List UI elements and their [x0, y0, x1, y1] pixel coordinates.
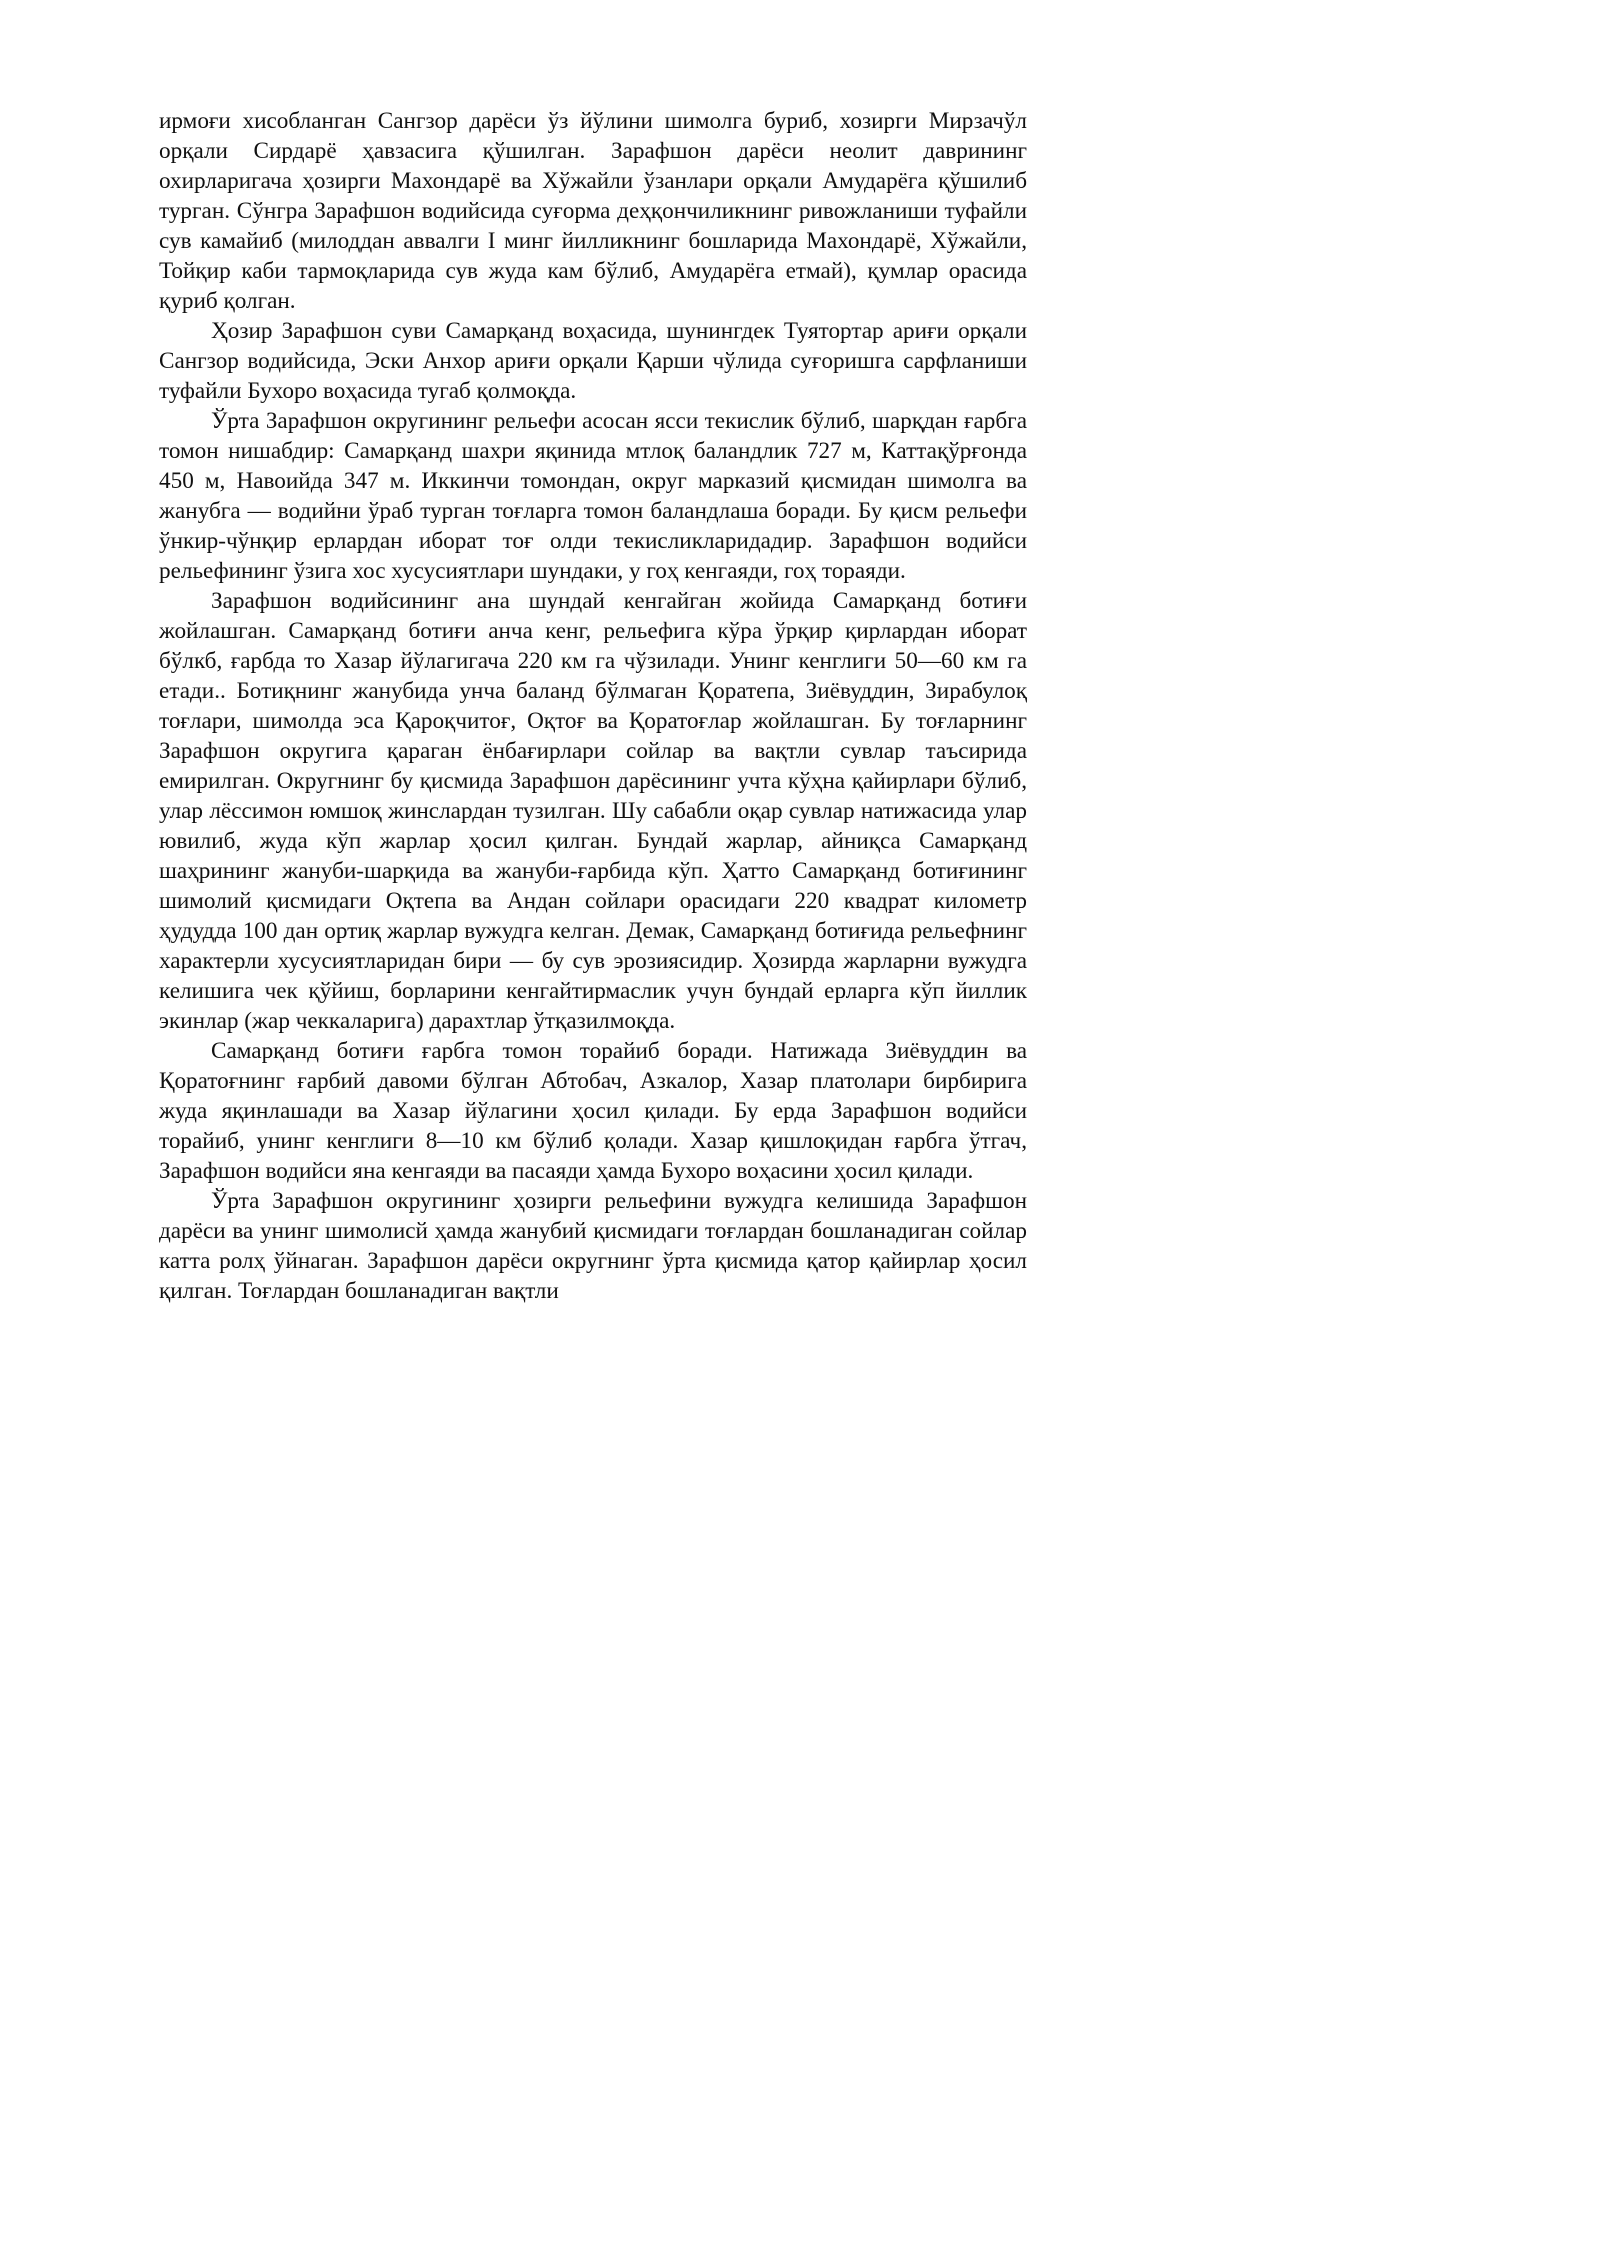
paragraph: Ўрта Зарафшон округининг рельефи асосан ясси текислик бўлиб, шарқдан ғарбга томон нишабдир: Самарқанд шахри яқинида мтлоқ баландлик 727 м, Каттақўрғонда 450 м, Навоийда 347 м. Иккинчи томондан, округ марказий қисмидан шимолга ва жанубга — водийни ўраб турган тоғларга томон баландлаша боради. Бу қисм рельефи ўнкир-чўнқир ерлардан иборат тоғ олди текисликларидадир. Зарафшон водийси рельефининг ўзига хос хусусиятлари шундаки, у гоҳ кенгаяди, гоҳ тораяди. [159, 408, 1027, 584]
document-page [0, 0, 1100, 1555]
paragraph: Ҳозир Зарафшон суви Самарқанд воҳасида, шунингдек Туятортар ариғи орқали Сангзор водийсида, Эски Анхор ариғи орқали Қарши чўлида суғоришга сарфланиши туфайли Бухоро воҳасида тугаб қолмоқда. [159, 318, 1027, 404]
body-text [159, 106, 1027, 1306]
paragraph: Ўрта Зарафшон округининг ҳозирги рельефини вужудга келишида Зарафшон дарёси ва унинг шимолисй ҳамда жанубий қисмидаги тоғлардан бошланадиган сойлар катта ролҳ ўйнаган. Зарафшон дарёси округнинг ўрта қисмида қатор қайирлар ҳосил қилган. Тоғлардан бошланадиган вақтли [159, 1188, 1027, 1304]
paragraph: Зарафшон водийсининг ана шундай кенгайган жойида Самарқанд ботиғи жойлашган. Самарқанд ботиғи анча кенг, рельефига кўра ўрқир қирлардан иборат бўлкб, ғарбда то Хазар йўлагигача 220 км га чўзилади. Унинг кенглиги 50—60 км га етади.. Ботиқнинг жанубида унча баланд бўлмаган Қоратепа, Зиёвуддин, Зирабулоқ тоғлари, шимолда эса Қароқчитоғ, Оқтоғ ва Қоратоғлар жойлашган. Бу тоғларнинг Зарафшон округига қараган ёнбағирлари сойлар ва вақтли сувлар таъсирида емирилган. Округнинг бу қисмида Зарафшон дарёсининг учта кўҳна қайирлари бўлиб, улар лёссимон юмшоқ жинслардан тузилган. Шу сабабли оқар сувлар натижасида улар ювилиб, жуда кўп жарлар ҳосил қилган. Бундай жарлар, айниқса Самарқанд шаҳрининг жануби-шарқида ва жануби-ғарбида кўп. Ҳатто Самарқанд ботиғининг шимолий қисмидаги Оқтепа ва Андан сойлари орасидаги 220 квадрат километр ҳудудда 100 дан ортиқ жарлар вужудга келган. Демак, Самарқанд ботиғида рельефнинг характерли хусусиятларидан бири — бу сув эрозиясидир. Ҳозирда жарларни вужудга келишига чек қўйиш, борларини кенгайтирмаслик учун бундай ерларга кўп йиллик экинлар (жар чеккаларига) дарахтлар ўтқазилмоқда. [159, 588, 1027, 1034]
paragraph-continued: ирмоғи хисобланган Сангзор дарёси ўз йўлини шимолга буриб, хозирги Мирзачўл орқали Сирдарё ҳавзасига қўшилган. Зарафшон дарёси неолит даврининг охирларигача ҳозирги Махондарё ва Хўжайли ўзанлари орқали Амударёга қўшилиб турган. Сўнгра Зарафшон водийсида суғорма деҳқончиликнинг ривожланиши туфайли сув камайиб (милоддан аввалги I минг йилликнинг бошларида Махондарё, Хўжайли, Тойқир каби тармоқларида сув жуда кам бўлиб, Амударёга етмай), қумлар орасида қуриб қолган. [159, 108, 1027, 314]
paragraph: Самарқанд ботиғи ғарбга томон торайиб боради. Натижада Зиёвуддин ва Қоратоғнинг ғарбий давоми бўлган Абтобач, Азкалор, Хазар платолари бирбирига жуда яқинлашади ва Хазар йўлагини ҳосил қилади. Бу ерда Зарафшон водийси торайиб, унинг кенглиги 8—10 км бўлиб қолади. Хазар қишлоқидан ғарбга ўтгач, Зарафшон водийси яна кенгаяди ва пасаяди ҳамда Бухоро воҳасини ҳосил қилади. [159, 1038, 1027, 1184]
